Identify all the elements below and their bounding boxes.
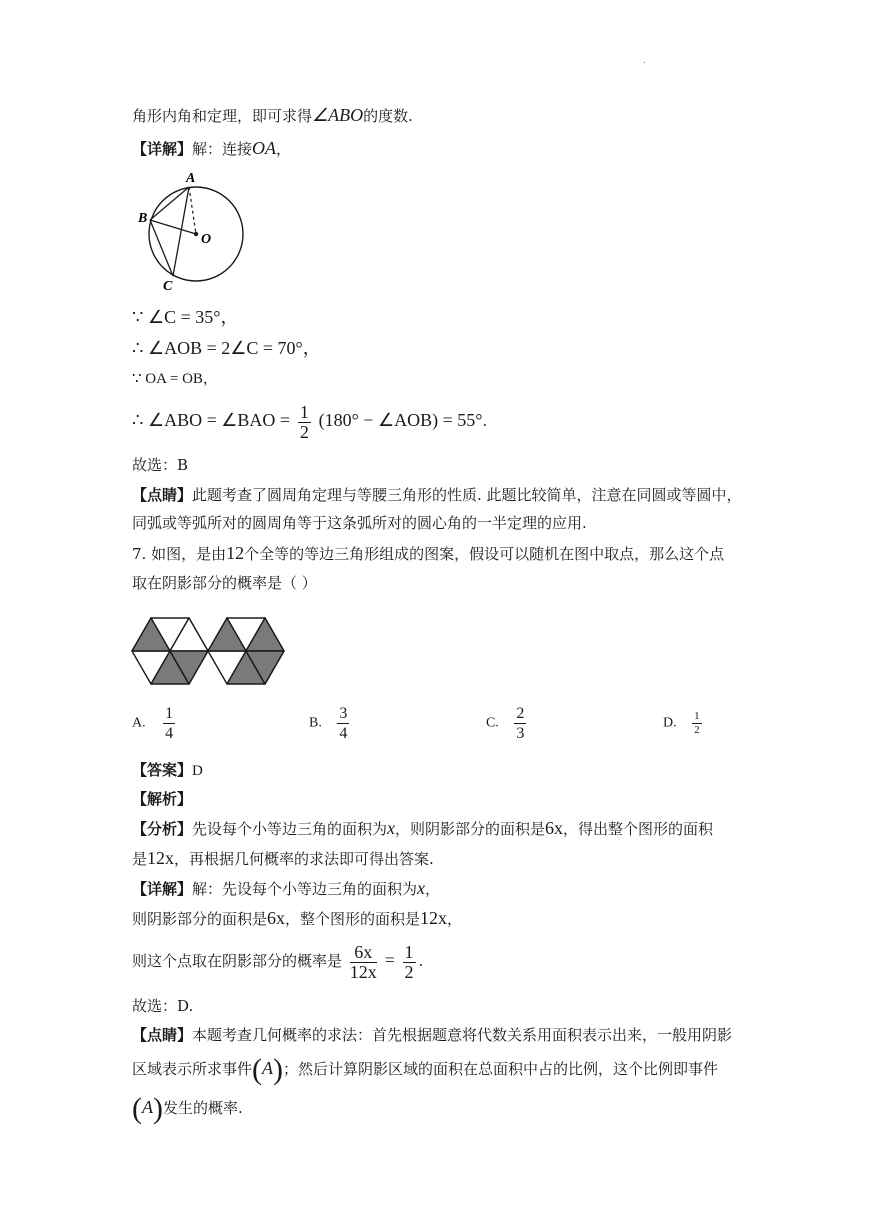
step-1: ∵ ∠C = 35°，: [132, 307, 239, 327]
prev-line-1: 角形内角和定理，即可求得∠ABO的度数.: [132, 105, 413, 125]
q7-detail-2: 则阴影部分的面积是6x，整个图形的面积是12x，: [132, 908, 463, 928]
q7-analysis-label: 【解析】: [132, 790, 193, 808]
prev-answer: 故选：B: [132, 456, 189, 474]
q7-line-2: 取在阴影部分的概率是（ ）: [132, 574, 317, 592]
hexagon-pattern-figure: [130, 613, 286, 693]
step-3: ∵ OA = OB，: [132, 371, 218, 387]
q7-comment-2: 区域表示所求事件(A)；然后计算阴影区域的面积在总面积中占的比例，这个比例即事件: [132, 1053, 719, 1086]
point-label-b: B: [138, 211, 148, 226]
prev-comment-2: 同弧或等弧所对的圆周角等于这条弧所对的圆心角的一半定理的应用.: [132, 514, 587, 532]
point-label-c: C: [163, 279, 173, 294]
point-label-o: O: [201, 232, 212, 247]
option-a[interactable]: A. $\frac{1}{4}$: [132, 705, 174, 742]
q7-fenxi-2: 是12x，再根据几何概率的求法即可得出答案.: [132, 848, 434, 868]
option-b[interactable]: B. $\frac{3}{4}$: [309, 705, 348, 742]
q7-comment-1: 【点睛】本题考查几何概率的求法：首先根据题意将代数关系用面积表示出来，一般用阴影: [132, 1026, 733, 1044]
q7-comment-3: (A)发生的概率.: [132, 1092, 243, 1125]
option-d[interactable]: D. $\frac{1}{2}$: [663, 710, 700, 736]
circle-figure: [132, 170, 252, 295]
q7-final-answer: 故选：D.: [132, 997, 194, 1015]
prob-fraction: $\frac{6x}{12x}$: [349, 941, 377, 982]
prev-comment-1: 【点睛】此题考查了圆周角定理与等腰三角形的性质. 此题比较简单，注意在同圆或等圆中，: [132, 486, 742, 504]
step-2: ∴ ∠AOB = 2∠C = 70°，: [132, 338, 321, 358]
q7-detail-3: 则这个点取在阴影部分的概率是 $\frac{6x}{12x}$ = $\frac{1}{2}$ .: [132, 941, 424, 982]
q7-detail-1: 【详解】解：先设每个小等边三角的面积为x，: [132, 878, 441, 898]
prev-detail-line: 【详解】解：连接OA，: [132, 138, 292, 158]
q7-answer: 【答案】D: [132, 761, 203, 779]
half-fraction: $\frac{1}{2}$: [299, 401, 309, 442]
option-c[interactable]: C. $\frac{2}{3}$: [486, 705, 525, 742]
q7-fenxi-1: 【分析】先设每个小等边三角的面积为x，则阴影部分的面积是6x，得出整个图形的面积: [132, 818, 714, 838]
half-result-fraction: $\frac{1}{2}$: [404, 941, 414, 982]
point-label-a: A: [186, 171, 196, 186]
step-4: ∴ ∠ABO = ∠BAO = $\frac{1}{2}$ (180° − ∠AOB) = 55°.: [132, 401, 488, 442]
header-mark: .: [643, 56, 646, 66]
q7-line-1: 7. 如图，是由12个全等的等边三角形组成的图案，假设可以随机在图中取点，那么这个点: [132, 543, 725, 563]
